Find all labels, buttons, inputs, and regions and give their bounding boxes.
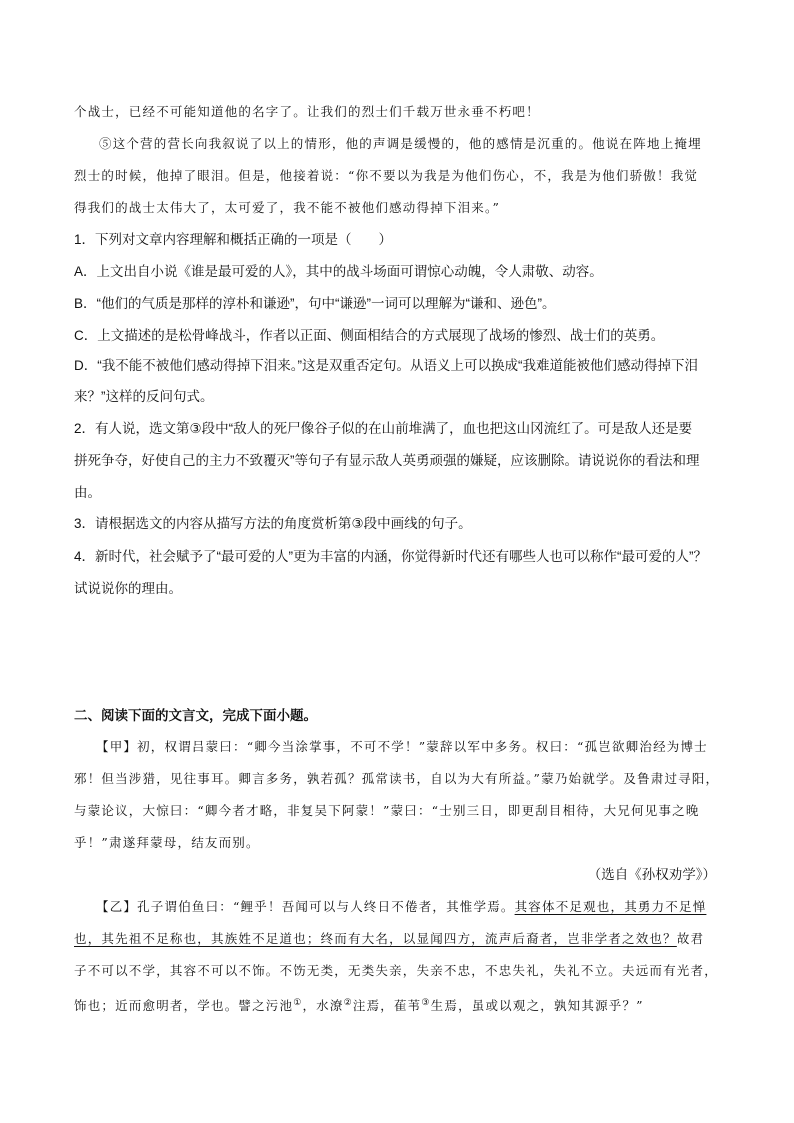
text-yi-plain: 注焉，萑苇 [352, 998, 422, 1014]
text-yi-plain: 故君 [676, 931, 705, 946]
text-yi [74, 930, 704, 948]
passage-line: ⑤这个营的营长向我叙说了以上的情形，他的声调是缓慢的，他的感情是沉重的。他说在阵地上掩埋 [99, 136, 702, 151]
option-b: B．“他们的气质是那样的淳朴和谦逊”，句中“谦逊”一词可以理解为“谦和、逊色”。 [74, 296, 556, 311]
option-d: D．“我不能不被他们感动得掉下泪来。”这是双重否定句。从语义上可以换成“我难道能被他们感动得掉下泪 [74, 358, 698, 373]
text-jia: 【甲】初，权谓吕蒙曰：“卿今当涂掌事，不可不学！”蒙辞以军中多务。权曰：“孤岂欲卿治经为博士 [96, 739, 708, 754]
option-a: A．上文出自小说《谁是最可爱的人》，其中的战斗场面可谓惊心动魄，令人肃敬、动容。 [74, 264, 603, 279]
text-yi-plain: 饰也；近而愈明者，学也。譬之污池 [74, 998, 294, 1014]
source-note: （选自《孙权劝学》） [587, 867, 716, 882]
option-d-cont: 来？”这样的反问句式。 [74, 389, 214, 404]
text-yi [74, 994, 644, 1015]
underlined-sentence: 其容体不足观也，其勇力不足惮 [514, 899, 707, 914]
footnote-marker: ② [343, 998, 353, 1008]
question-2: 2．有人说，选文第③段中“敌人的死尸像谷子似的在山前堆满了，血也把这山冈流红了。可是敌人还是要 [74, 421, 693, 436]
question-4-cont: 试说说你的理由。 [74, 581, 182, 596]
text-yi-plain: 生焉，虽或以观之，孰知其源乎？” [430, 998, 644, 1014]
footnote-marker: ① [293, 998, 303, 1008]
question-1: 1．下列对文章内容理解和概括正确的一项是（ ） [74, 232, 393, 247]
section-heading: 二、阅读下面的文言文，完成下面小题。 [74, 708, 317, 723]
passage-line: 得我们的战士太伟大了，太可爱了，我不能不被他们感动得掉下泪来。” [74, 200, 501, 215]
passage-line: 烈士的时候，他掉了眼泪。但是，他接着说：“你不要以为我是为他们伤心，不，我是为他们骄傲！我觉 [74, 168, 699, 183]
text-jia: 乎！”肃遂拜蒙母，结友而别。 [74, 835, 260, 850]
underlined-sentence: 也，其先祖不足称也，其族姓不足道也；终而有大名，以显闻四方，流声后裔者，岂非学者之效也？ [74, 931, 677, 946]
text-jia: 与蒙论议，大惊曰：“卿今者才略，非复吴下阿蒙！”蒙曰：“士别三日，即更刮目相待，大兄何见事之晚 [74, 803, 700, 818]
text-yi [96, 898, 706, 916]
text-yi-plain: 【乙】孔子谓伯鱼曰：“鲤乎！吾闻可以与人终日不倦者，其惟学焉。 [96, 899, 515, 914]
option-c: C．上文描述的是松骨峰战斗，作者以正面、侧面相结合的方式展现了战场的惨烈、战士们的英勇。 [74, 328, 665, 343]
text-yi: 子不可以不学，其容不可以不饰。不饬无类，无类失亲，失亲不忠，不忠失礼，失礼不立。夫远而有光者， [74, 963, 718, 978]
question-2-cont: 拼死争夺，好使自己的主力不致覆灭”等句子有显示敌人英勇顽强的嫌疑，应该删除。请说说你的看法和理 [74, 453, 700, 468]
question-4: 4．新时代，社会赋予了“最可爱的人”更为丰富的内涵，你觉得新时代还有哪些人也可以称作“最可爱的人”？ [74, 549, 707, 564]
question-3: 3．请根据选文的内容从描写方法的角度赏析第③段中画线的句子。 [74, 516, 472, 531]
text-jia: 邪！但当涉猎，见往事耳。卿言多务，孰若孤？孤常读书，自以为大有所益。”蒙乃始就学。及鲁肃过寻阳， [74, 771, 720, 786]
text-yi-plain: ，水潦 [302, 998, 344, 1014]
question-2-cont: 由。 [74, 485, 101, 500]
passage-line: 个战士，已经不可能知道他的名字了。让我们的烈士们千载万世永垂不朽吧！ [74, 104, 540, 119]
footnote-marker: ③ [421, 998, 431, 1008]
